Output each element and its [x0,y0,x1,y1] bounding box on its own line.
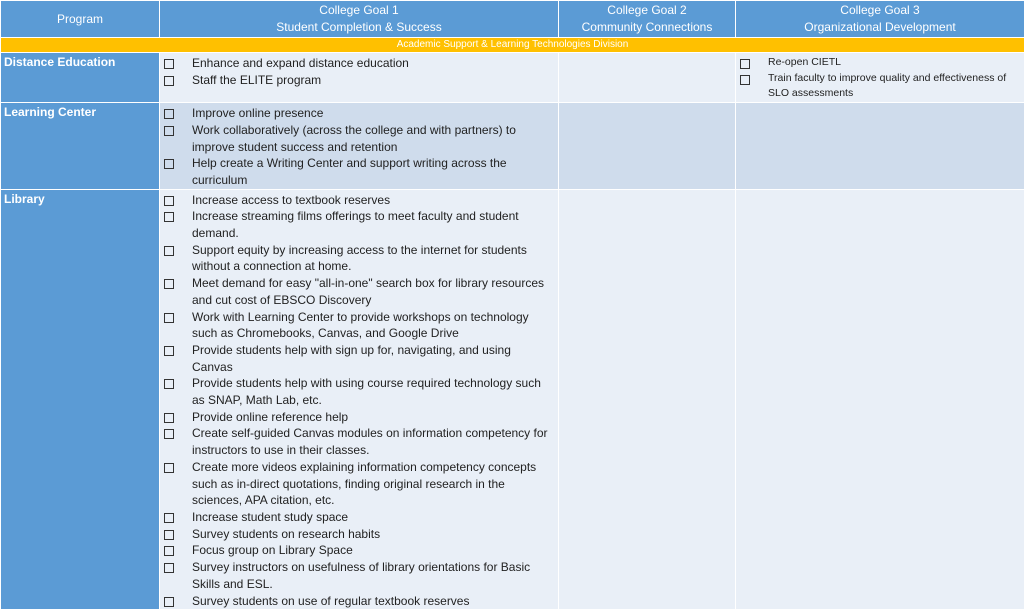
list-item [164,526,554,543]
item-text: Survey students on use of regular textbook reserves [192,594,469,608]
list-item [164,425,554,458]
checkbox-icon [164,246,174,256]
checkbox-icon [740,59,750,69]
goal1-title: College Goal 1 [160,2,558,19]
checkbox-icon [164,530,174,540]
checkbox-icon [164,463,174,473]
item-text: Improve online presence [192,106,323,120]
list-item [164,275,554,308]
list-item [740,55,1020,71]
checkbox-icon [164,109,174,119]
goal3-cell [736,103,1024,190]
list-item [164,459,554,509]
list-item [164,509,554,526]
item-text: Help create a Writing Center and support writing across the curriculum [192,156,507,187]
division-banner: Academic Support & Learning Technologies Division [1,38,1024,53]
header-row [1,1,1024,38]
checkbox-icon [164,379,174,389]
list-item [164,155,554,188]
goal3-title: College Goal 3 [736,2,1024,19]
list-item [164,559,554,592]
goal1-column-header [160,1,559,38]
list-item [164,542,554,559]
checkbox-icon [164,76,174,86]
program-name: Distance Education [1,53,160,103]
list-item [164,342,554,375]
goal3-list [736,53,1024,102]
table-row [1,53,1024,103]
goal3-subtitle: Organizational Development [736,19,1024,36]
item-text: Create self-guided Canvas modules on information competency for instructors to use in their classes. [192,426,548,457]
goal1-list [160,53,558,88]
list-item [164,105,554,122]
list-item [164,242,554,275]
list-item [164,72,554,89]
checkbox-icon [164,346,174,356]
item-text: Work with Learning Center to provide workshops on technology such as Chromebooks, Canvas, and Google Drive [192,310,529,341]
item-text: Re-open CIETL [768,56,841,68]
item-text: Provide students help with using course required technology such as SNAP, Math Lab, etc. [192,376,541,407]
list-item [164,208,554,241]
checkbox-icon [164,413,174,423]
goal1-cell [160,53,559,103]
item-text: Train faculty to improve quality and effectiveness of SLO assessments [768,72,1006,100]
checkbox-icon [164,546,174,556]
checkbox-icon [164,597,174,607]
goal1-list [160,190,558,610]
goal3-cell [736,189,1024,610]
goal2-subtitle: Community Connections [559,19,735,36]
item-text: Increase student study space [192,510,348,524]
checkbox-icon [740,75,750,85]
goal2-title: College Goal 2 [559,2,735,19]
item-text: Work collaboratively (across the college and with partners) to improve student success and retention [192,123,516,154]
item-text: Increase streaming films offerings to meet faculty and student demand. [192,209,519,240]
division-row [1,38,1024,53]
checkbox-icon [164,126,174,136]
item-text: Provide online reference help [192,410,348,424]
program-column-header [1,1,160,38]
table-row [1,189,1024,610]
item-text: Meet demand for easy "all-in-one" search box for library resources and cut cost of EBSCO Discovery [192,276,544,307]
checkbox-icon [164,429,174,439]
goal1-list [160,103,558,189]
goal2-cell [559,53,736,103]
checkbox-icon [164,563,174,573]
goal1-cell [160,189,559,610]
item-text: Support equity by increasing access to the internet for students without a connection at home. [192,243,527,274]
item-text: Staff the ELITE program [192,73,321,87]
list-item [164,375,554,408]
item-text: Focus group on Library Space [192,543,353,557]
goal2-cell [559,103,736,190]
program-name: Learning Center [1,103,160,190]
item-text: Enhance and expand distance education [192,56,409,70]
checkbox-icon [164,513,174,523]
checkbox-icon [164,313,174,323]
table-row [1,103,1024,190]
item-text: Survey instructors on usefulness of library orientations for Basic Skills and ESL. [192,560,530,591]
item-text: Survey students on research habits [192,527,380,541]
goal1-cell [160,103,559,190]
list-item [164,309,554,342]
program-header-label: Program [57,12,103,26]
goal3-column-header [736,1,1024,38]
goal3-cell [736,53,1024,103]
list-item [164,192,554,209]
goal2-column-header [559,1,736,38]
checkbox-icon [164,212,174,222]
goal1-subtitle: Student Completion & Success [160,19,558,36]
goal2-cell [559,189,736,610]
list-item [164,409,554,426]
list-item [164,593,554,610]
item-text: Create more videos explaining information competency concepts such as in-direct quotations, finding original research in the sciences, APA citation, etc. [192,460,536,507]
list-item [164,55,554,72]
item-text: Increase access to textbook reserves [192,193,390,207]
list-item [164,122,554,155]
item-text: Provide students help with sign up for, navigating, and using Canvas [192,343,511,374]
checkbox-icon [164,159,174,169]
list-item [740,71,1020,102]
checkbox-icon [164,196,174,206]
checkbox-icon [164,59,174,69]
checkbox-icon [164,279,174,289]
program-name: Library [1,189,160,610]
